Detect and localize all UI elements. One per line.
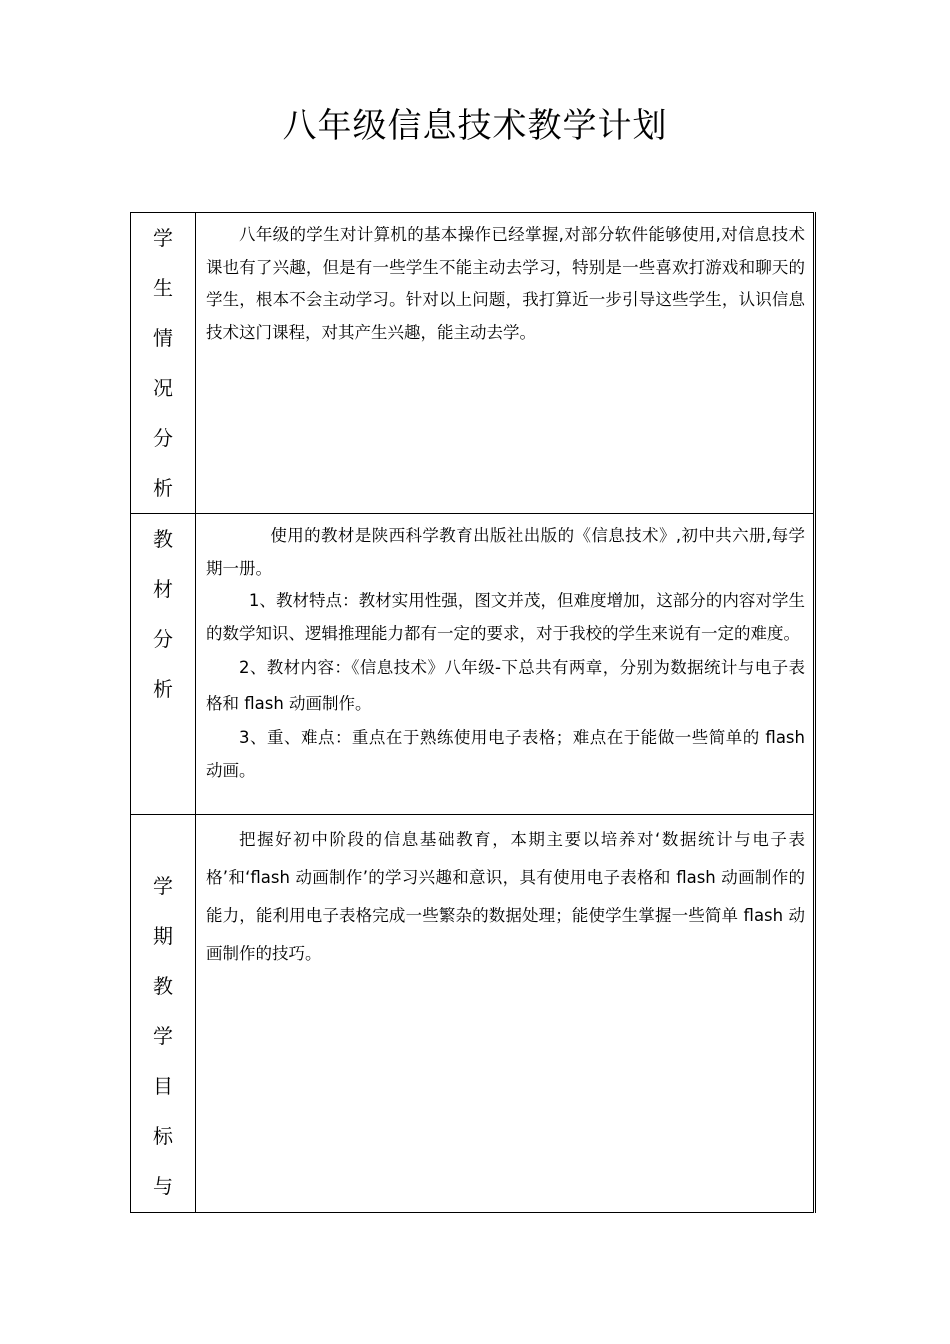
paragraph: 八年级的学生对计算机的基本操作已经掌握,对部分软件能够使用,对信息技术课也有了兴趣，但是有一些学生不能主动去学习，特别是一些喜欢打游戏和聊天的学生，根本不会主动学习。针对以上问题，我打算近一步引导这些学生，认识信息技术这门课程，对其产生兴趣，能主动去学。 xyxy=(206,225,805,342)
page-title: 八年级信息技术教学计划 xyxy=(282,106,668,146)
paragraph: 把握好初中阶段的信息基础教育，本期主要以培养对‘数据统计与电子表格’和‘flash 动画制作’的学习兴趣和意识，具有使用电子表格和 flash 动画制作的能力，能利用电子表格完成一些繁杂的数据处理；能使学生掌握一些简单 flash 动画制作的技巧。 xyxy=(206,830,805,963)
section-row-student-analysis xyxy=(131,213,815,514)
paragraph: 使用的教材是陕西科学教育出版社出版的《信息技术》,初中共六册,每学期一册。 xyxy=(206,526,805,578)
section-content-student-analysis xyxy=(196,213,815,514)
label-char: 学 xyxy=(153,1024,173,1048)
section-label-student-analysis xyxy=(131,213,196,514)
label-char: 分 xyxy=(153,426,173,450)
section-row-semester-goals xyxy=(131,815,815,1213)
label-char: 析 xyxy=(153,476,173,500)
label-char: 析 xyxy=(153,677,173,701)
plan-table xyxy=(130,212,816,1213)
paragraph: 3、重、难点：重点在于熟练使用电子表格；难点在于能做一些简单的 flash 动画。 xyxy=(206,728,805,780)
section-content-semester-goals xyxy=(196,815,815,1213)
label-char: 学 xyxy=(153,874,173,898)
paragraph: 2、教材内容：《信息技术》八年级-下总共有两章，分别为数据统计与电子表格和 flash 动画制作。 xyxy=(206,658,805,713)
label-char: 教 xyxy=(153,527,173,551)
label-char: 教 xyxy=(153,974,173,998)
label-char: 生 xyxy=(153,276,173,300)
label-char: 分 xyxy=(153,627,173,651)
label-char: 标 xyxy=(153,1124,173,1148)
label-char: 况 xyxy=(153,376,173,400)
label-char: 目 xyxy=(153,1074,173,1098)
label-char: 期 xyxy=(153,924,173,948)
paragraph: 1、教材特点：教材实用性强，图文并茂，但难度增加，这部分的内容对学生的数学知识、逻辑推理能力都有一定的要求，对于我校的学生来说有一定的难度。 xyxy=(206,591,805,643)
label-char: 与 xyxy=(153,1174,173,1198)
section-content-textbook-analysis xyxy=(196,514,815,815)
label-char: 材 xyxy=(153,577,173,601)
section-label-textbook-analysis xyxy=(131,514,196,815)
section-row-textbook-analysis xyxy=(131,514,815,815)
section-label-semester-goals xyxy=(131,815,196,1213)
label-char: 情 xyxy=(153,326,173,350)
label-char: 学 xyxy=(153,226,173,250)
